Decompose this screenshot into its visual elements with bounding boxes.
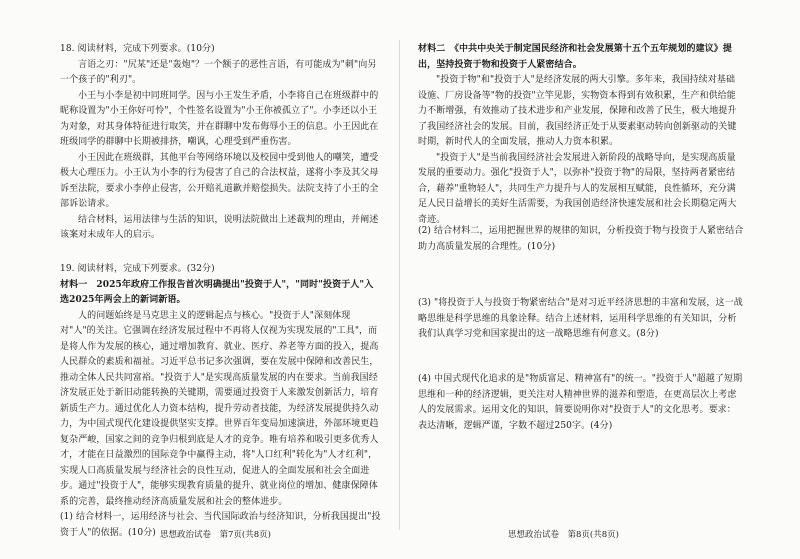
q18-para2: 小王与小李是初中同班同学。因与小王发生矛盾，小李将自己在班级群中的昵称设置为"小王你好可怜"，个性签名设置为"小王你被孤立了"。小李还以小王为对象，对其身体特征进行取笑，并在群聊中发布侮辱小王的信息。小王因此在班级同学的群聊中长期被排挤，嘲讽，心理受到严重伤害。	[60, 90, 379, 147]
mat2-head: 材料二 《中共中央关于制定国民经济和社会发展第十五个五年规划的建议》提出，坚持投资于物和投资于人紧密结合。	[418, 44, 733, 70]
task-4: (4) 中国式现代化追求的是"物质富足、精神富有"的统一。"投资于人"超越了短期思维和一种的经济逻辑，更关注对人精神世界的滋养和塑造，在更高层次上考虑人的发展需求。运用文化的知识，简要说明你对"投资于人"的文化思考。要求：表达清晰，逻辑严谨，字数不超过250字。(4分)	[418, 374, 743, 431]
page-footer-8: 思想政治试卷 第8页(共8页)	[508, 530, 619, 540]
task-2: (2) 结合材料二，运用把握世界的规律的知识，分析投资于物与投资于人紧密结合助力高质量发展的合理性。(10分)	[418, 226, 744, 252]
q18-para3: 小王因此在班级群，其他平台等网络环境以及校园中受到他人的嘲笑，遭受极大心理压力。小王认为小李的行为侵害了自己的合法权益，遂将小李及其父母诉至法院，要求小李停止侵害，公开赔礼道歉并赔偿损失。法院支持了小王的全部诉讼请求。	[60, 152, 379, 209]
q18-para1: 言语之刃："尻某"还是"轰炮"？一个额子的恶性言语，有可能成为"刺"向另一个孩子的"利刃"。	[60, 59, 377, 85]
material-2	[418, 42, 744, 228]
question-19	[60, 262, 382, 541]
q19-para1: 人的问题始终是马克思主义的逻辑起点与核心。"投资于人"深刻体现对"人"的关注。它强调在经济发展过程中不再将人仅视为实现发展的"工具"，而是将人作为发展的核心，通过增加教育、就业、医疗、养老等方面的投入，提高人民群众的素质和福祉。习近平总书记多次强调，要在发展中保障和改善民生，推动全体人民共同富裕。"投资于人"是实现高质量发展的内在要求。当前我国经济发展正处于新旧动能转换的关键期，需要通过投资于人来激发创新活力，培育新质生产力。通过优化人力资本结构，提升劳动者技能，为经济发展提供持久动力，为中国式现代化建设提供坚实支撑。世界百年变局加速演进，外部环境更趋复杂严峻，国家之间的竞争归根到底是人才的竞争。唯有培养和吸引更多优秀人才，才能在日益激烈的国际竞争中赢得主动，将"人口红利"转化为"人才红利"，实现人口高质量发展与经济社会的良性互动，促进人的全面发展和社会全面进步。通过"投资于人"，能够实现教育质量的提升、就业岗位的增加、健康保障体系的完善，最终推动经济高质量发展和社会的整体进步。	[60, 310, 379, 507]
mat2-para2: "投资于人"是当前我国经济社会发展进入新阶段的战略导向，是实现高质量发展的重要动力。强化"投资于人"，以弥补"投资于物"的局限，坚持两者紧密结合，藉养"重物轻人"，共同生产力提升与人的发展相互赋能，良性循环，充分满足人民日益增长的美好生活需要，为我国创造经济快速发展和社会长期稳定两大奇迹。	[418, 152, 737, 225]
mat2-para1: "投资于物"和"投资于人"是经济发展的两大引擎。多年来，我国持续对基础设施、厂房设备等"物的投资"立竿见影，实物资本得到有效积累，生产和供给能力不断增强，有效推动了技术进步和产业发展，保障和改善了民生，极大地提升了我国经济社会的发展。目前，我国经济正处于从要素驱动转向创新驱动的关键时期，新时代人的全面发展，推动人力资本积累。	[418, 75, 737, 147]
page-footer-7: 思想政治试卷 第7页(共8页)	[160, 530, 271, 540]
q19-task1: (1) 结合材料一，运用经济与社会、当代国际政治与经济知识，分析我国提出"投资于人"的依据。(10分)	[60, 512, 381, 538]
task-3: (3) "将投资于人与投资于物紧密结合"是对习近平经济思想的丰富和发展，这一战略思维是科学思维的具象诠释。结合上述材料，运用科学思维的有关知识，分析我们认真学习党和国家提出的这一战略思维有何意义。(8分)	[418, 298, 743, 339]
right-page	[400, 0, 800, 559]
question-18	[60, 42, 382, 244]
q18-header: 18. 阅读材料，完成下列要求。(10分)	[60, 44, 215, 54]
q18-task: 结合材料，运用法律与生活的知识，说明法院做出上述裁判的理由，并阐述该案对未成年人的启示。	[60, 214, 379, 240]
q19-header: 19. 阅读材料，完成下列要求。(32分)	[60, 264, 215, 274]
q19-material-1: 材料一 2025年政府工作报告首次明确提出"投资于人"，"同时"投资于人"入选2025年两会上的新词新语。	[60, 279, 374, 305]
